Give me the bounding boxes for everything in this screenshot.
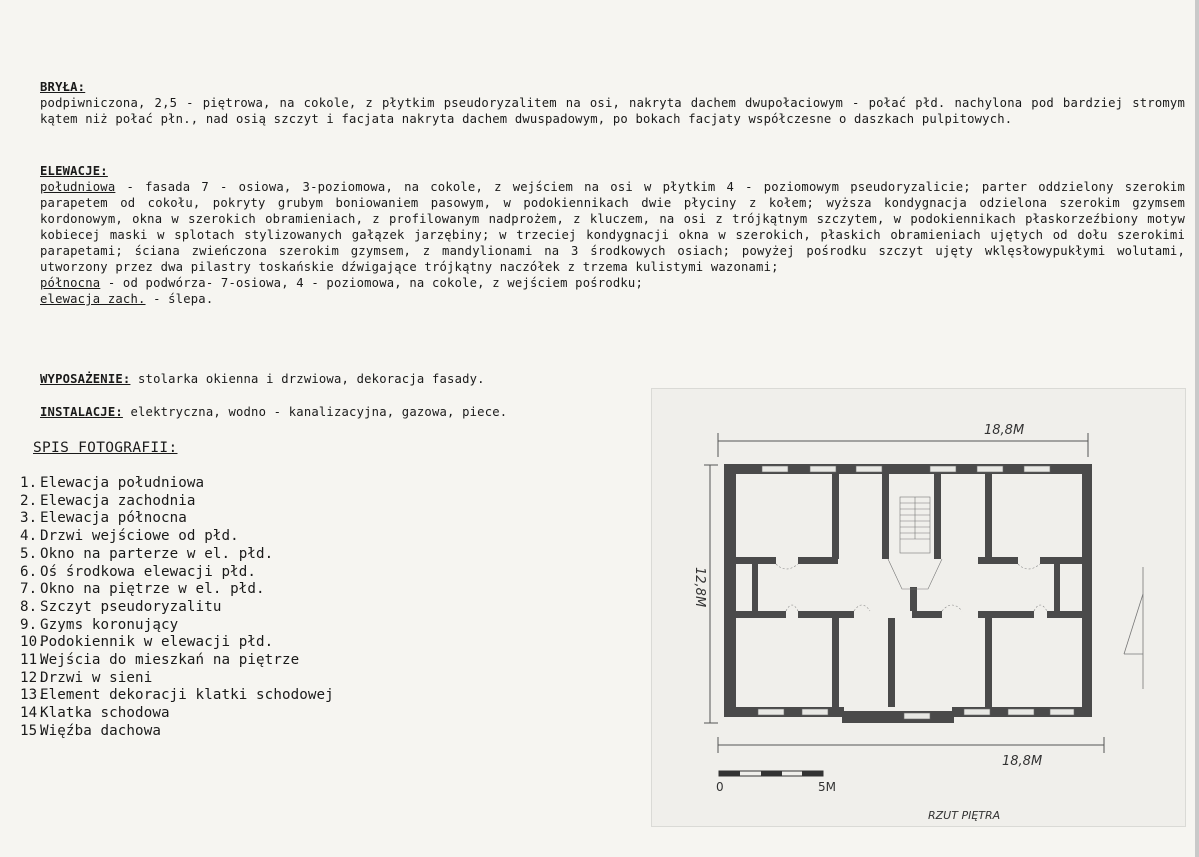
photo-item-number: 2. <box>20 492 38 509</box>
bottom-dimension-line <box>718 737 1104 753</box>
west-elevation-label: elewacja zach. <box>40 292 146 306</box>
photo-item-number: 13. <box>20 687 46 704</box>
bryla-text: podpiwniczona, 2,5 - piętrowa, na cokole, z płytkim pseudoryzalitem na osi, nakryta dachem dwupołaciowym - połać płd. nachylona pod bardziej stromym kątem niż połać płn., nad osią szczyt i facjata nakryta dachem dwuspadowym, po bokach facjaty współczesne o daszkach pulpitowych. <box>40 96 1185 126</box>
dim-bottom-label: 18,8M <box>1002 754 1043 769</box>
photo-list-item <box>20 599 334 617</box>
photo-item-number: 3. <box>20 510 38 527</box>
photo-list <box>20 475 334 741</box>
plan-caption: RZUT PIĘTRA <box>928 809 1001 822</box>
section-heading-instalacje: INSTALACJE: <box>40 405 123 419</box>
photo-item-label: Okno na parterze w el. płd. <box>40 545 274 562</box>
photo-item-number: 14. <box>20 705 46 722</box>
photo-item-label: Szczyt pseudoryzalitu <box>40 598 222 615</box>
photo-item-number: 4. <box>20 528 38 545</box>
photo-list-item <box>20 528 334 546</box>
photo-list-item <box>20 564 334 582</box>
photo-list-item <box>20 670 334 688</box>
photo-list-item <box>20 705 334 723</box>
scale-start-label: 0 <box>716 780 724 794</box>
photo-item-label: Drzwi wejściowe od płd. <box>40 528 239 545</box>
photo-item-number: 9. <box>20 616 38 633</box>
photo-item-number: 8. <box>20 598 38 615</box>
photo-item-number: 10. <box>20 634 46 651</box>
photo-item-number: 11. <box>20 652 46 669</box>
photo-list-item <box>20 687 334 705</box>
photo-list-item <box>20 652 334 670</box>
photo-item-label: Podokiennik w elewacji płd. <box>40 634 274 651</box>
section-heading-bryla: BRYŁA: <box>40 80 86 94</box>
photo-item-label: Wejścia do mieszkań na piętrze <box>40 652 300 669</box>
photo-item-label: Okno na piętrze w el. płd. <box>40 581 265 598</box>
photo-item-label: Elewacja południowa <box>40 475 205 491</box>
top-dimension-line <box>718 433 1088 457</box>
photo-list-item <box>20 493 334 511</box>
photo-item-label: Drzwi w sieni <box>40 669 153 686</box>
photo-list-title: SPIS FOTOGRAFII: <box>33 440 178 456</box>
section-bryla <box>40 79 1185 127</box>
south-elevation-text: - fasada 7 - osiowa, 3-poziomowa, na cokole, z wejściem na osi w płytkim 4 - poziomowym pseudoryzalicie; parter oddzielony szerokim parapetem od cokołu, pokryty grubym boniowaniem pasowym, w podokiennikach dwie płyciny z kołem; wyższa kondygnacja odzielona szerokim gzymsem kordonowym, okna w szerokich obramieniach, z profilowanym nadprożem, z kluczem, na osi z trójkątnym szczytem, w podokiennikach płaskorzeźbiony motyw kobiecej maski w splotach stylizowanych gałązek jarzębiny; w trzeciej kondygnacji okna w szerokich, płaskich obramieniach ujętych od dołu szerokimi parapetami; ściana zwieńczona szerokim gzymsem, z mandylionami na 3 środkowych osiach; powyżej pośrodku szczyt ujęty wklęsłowypukłymi wolutami, utworzony przez dwa pilastry toskańskie dźwigające trójkątny naczółek z trzema kulistymi wazonami; <box>40 180 1185 274</box>
bottom-windows <box>758 709 1074 719</box>
wyposazenie-text: stolarka okienna i drzwiowa, dekoracja fasady. <box>130 372 485 386</box>
photo-item-number: 5. <box>20 545 38 562</box>
photo-item-number: 12. <box>20 669 46 686</box>
photo-list-item <box>20 634 334 652</box>
section-wyposazenie <box>40 371 1185 387</box>
section-heading-wyposazenie: WYPOSAŻENIE: <box>40 372 131 386</box>
page-edge <box>1195 0 1199 857</box>
photo-item-label: Elewacja zachodnia <box>40 492 196 509</box>
floor-plan-drawing <box>652 389 1185 826</box>
photo-item-label: Elewacja północna <box>40 510 187 527</box>
photo-item-number: 7. <box>20 581 38 598</box>
section-instalacje <box>40 404 660 420</box>
photo-list-item <box>20 510 334 528</box>
north-elevation-text: - od podwórza- 7-osiowa, 4 - poziomowa, na cokole, z wejściem pośrodku; <box>100 276 644 290</box>
photo-list-item <box>20 475 334 493</box>
staircase <box>888 497 942 589</box>
section-heading-elewacje: ELEWACJE: <box>40 164 108 178</box>
north-arrow-icon <box>1124 567 1143 689</box>
dim-top-label: 18,8M <box>984 423 1025 438</box>
south-elevation-label: południowa <box>40 180 116 194</box>
photo-list-item <box>20 617 334 635</box>
photo-item-number: 15. <box>20 722 46 739</box>
photo-item-label: Klatka schodowa <box>40 705 170 722</box>
north-elevation-label: północna <box>40 276 101 290</box>
photo-list-item <box>20 723 334 741</box>
photo-item-label: Oś środkowa elewacji płd. <box>40 563 257 580</box>
west-elevation-text: - ślepa. <box>145 292 214 306</box>
section-elewacje <box>40 163 1185 307</box>
instalacje-text: elektryczna, wodno - kanalizacyjna, gazowa, piece. <box>122 405 508 419</box>
dim-side-label: 12,8M <box>692 567 707 608</box>
photo-item-number: 6. <box>20 563 38 580</box>
photo-item-label: Element dekoracji klatki schodowej <box>40 687 334 704</box>
photo-item-label: Gzyms koronujący <box>40 616 179 633</box>
photo-item-number: 1. <box>20 475 38 491</box>
scale-bar <box>719 771 823 776</box>
scale-end-label: 5M <box>818 780 836 794</box>
photo-list-item <box>20 581 334 599</box>
floor-plan-card <box>651 388 1186 827</box>
photo-list-item <box>20 546 334 564</box>
photo-item-label: Więźba dachowa <box>40 722 161 739</box>
